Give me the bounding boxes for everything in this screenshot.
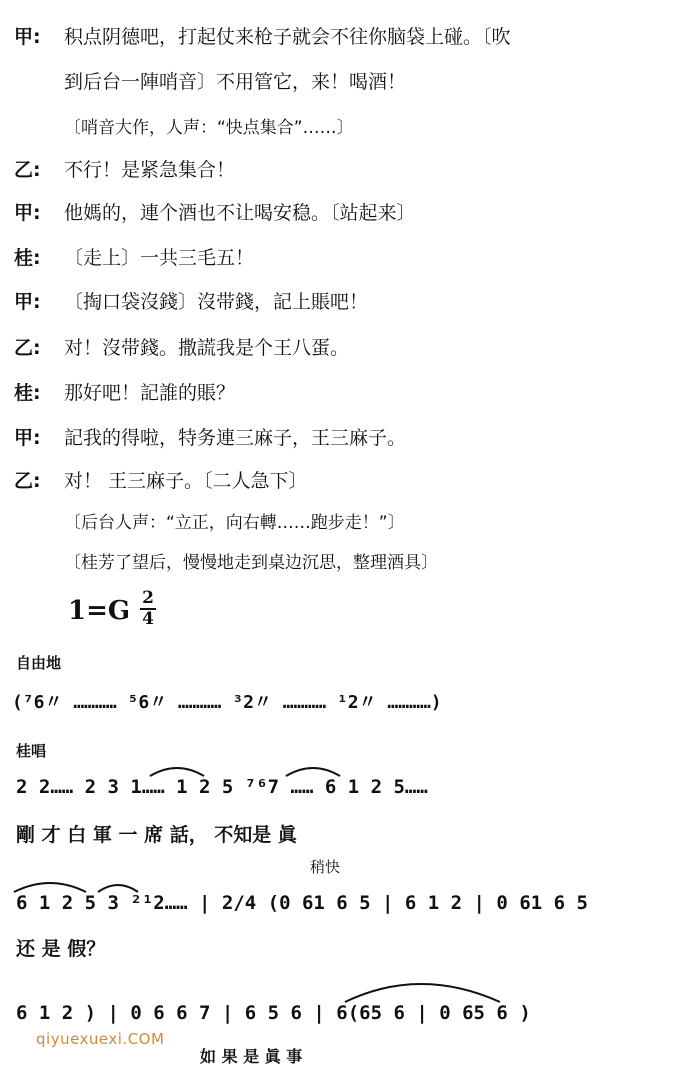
dialogue-text: 他媽的，連个酒也不让喝安稳。〔站起来〕 <box>64 202 416 224</box>
time-top: 2 <box>142 588 154 608</box>
speaker: 乙: <box>14 159 41 181</box>
speaker: 桂: <box>14 382 41 404</box>
stage-direction: 〔后台人声：“立正，向右轉……跑步走！”〕 <box>64 513 405 533</box>
dialogue-text: 对！ 王三麻子。〔二人急下〕 <box>64 470 308 492</box>
speaker: 甲: <box>14 427 41 449</box>
dialogue-text: 記我的得啦，特务連三麻子，王三麻子。 <box>64 427 407 449</box>
stage-direction: 〔桂芳了望后，慢慢地走到桌边沉思，整理酒具〕 <box>64 553 438 573</box>
row3-notes: 6 1 2 ) | 0 6 6 7 | 6 5 6 | 6(65 6 | 0 65 6 ) <box>16 1002 531 1024</box>
singer-label: 桂唱 <box>16 742 47 760</box>
dialogue-text: 那好吧！記誰的賬？ <box>64 382 236 404</box>
dialogue-text: 〔掏口袋沒錢〕沒带錢，記上賬吧！ <box>64 291 369 313</box>
row1-notes: 2 2…… 2 3 1…… 1 2 5 ⁷⁶7 …… 6 1 2 5…… <box>16 776 428 798</box>
row2-lyrics: 还 是 假？ <box>16 938 106 960</box>
time-bottom: 4 <box>142 609 154 629</box>
speaker: 桂: <box>14 247 41 269</box>
speaker: 甲: <box>14 291 41 313</box>
dialogue-text: 〔走上〕一共三毛五！ <box>64 247 255 269</box>
dialogue-text: 到后台一陣哨音〕不用管它，来！喝酒！ <box>64 71 407 93</box>
speaker: 甲: <box>14 26 41 48</box>
free-tempo-label: 自由地 <box>16 654 62 672</box>
row1-lyrics: 剛 才 白 軍 一 席 話， 不知是 眞 <box>16 824 297 846</box>
row2-notes: 6 1 2 5 3 ²¹2…… | 2/4 (0 61 6 5 | 6 1 2 | 0 61 6 5 <box>16 892 588 914</box>
speaker: 甲: <box>14 202 41 224</box>
slur <box>345 984 500 1002</box>
tempo-label: 稍快 <box>310 858 341 876</box>
free-row-notes: (⁷6〃 ………… ⁵6〃 ………… ³2〃 ………… ¹2〃 …………) <box>12 692 442 713</box>
dialogue-text: 积点阴德吧，打起仗来枪子就会不往你脑袋上碰。〔吹 <box>64 26 511 48</box>
slur <box>14 883 86 892</box>
dialogue-text: 对！沒带錢。撒謊我是个王八蛋。 <box>64 337 350 359</box>
stage-direction: 〔哨音大作，人声：“快点集合”……〕 <box>64 118 354 138</box>
speaker: 乙: <box>14 337 41 359</box>
key-signature: 1=G <box>68 596 131 626</box>
watermark: qiyuexuexi.COM <box>36 1030 165 1048</box>
speaker: 乙: <box>14 470 41 492</box>
row3-lyrics: 如 果 是 眞 事 <box>200 1047 303 1066</box>
slur <box>98 885 138 892</box>
dialogue-text: 不行！是紧急集合！ <box>64 159 236 181</box>
slur <box>150 768 204 776</box>
slur <box>286 768 340 776</box>
